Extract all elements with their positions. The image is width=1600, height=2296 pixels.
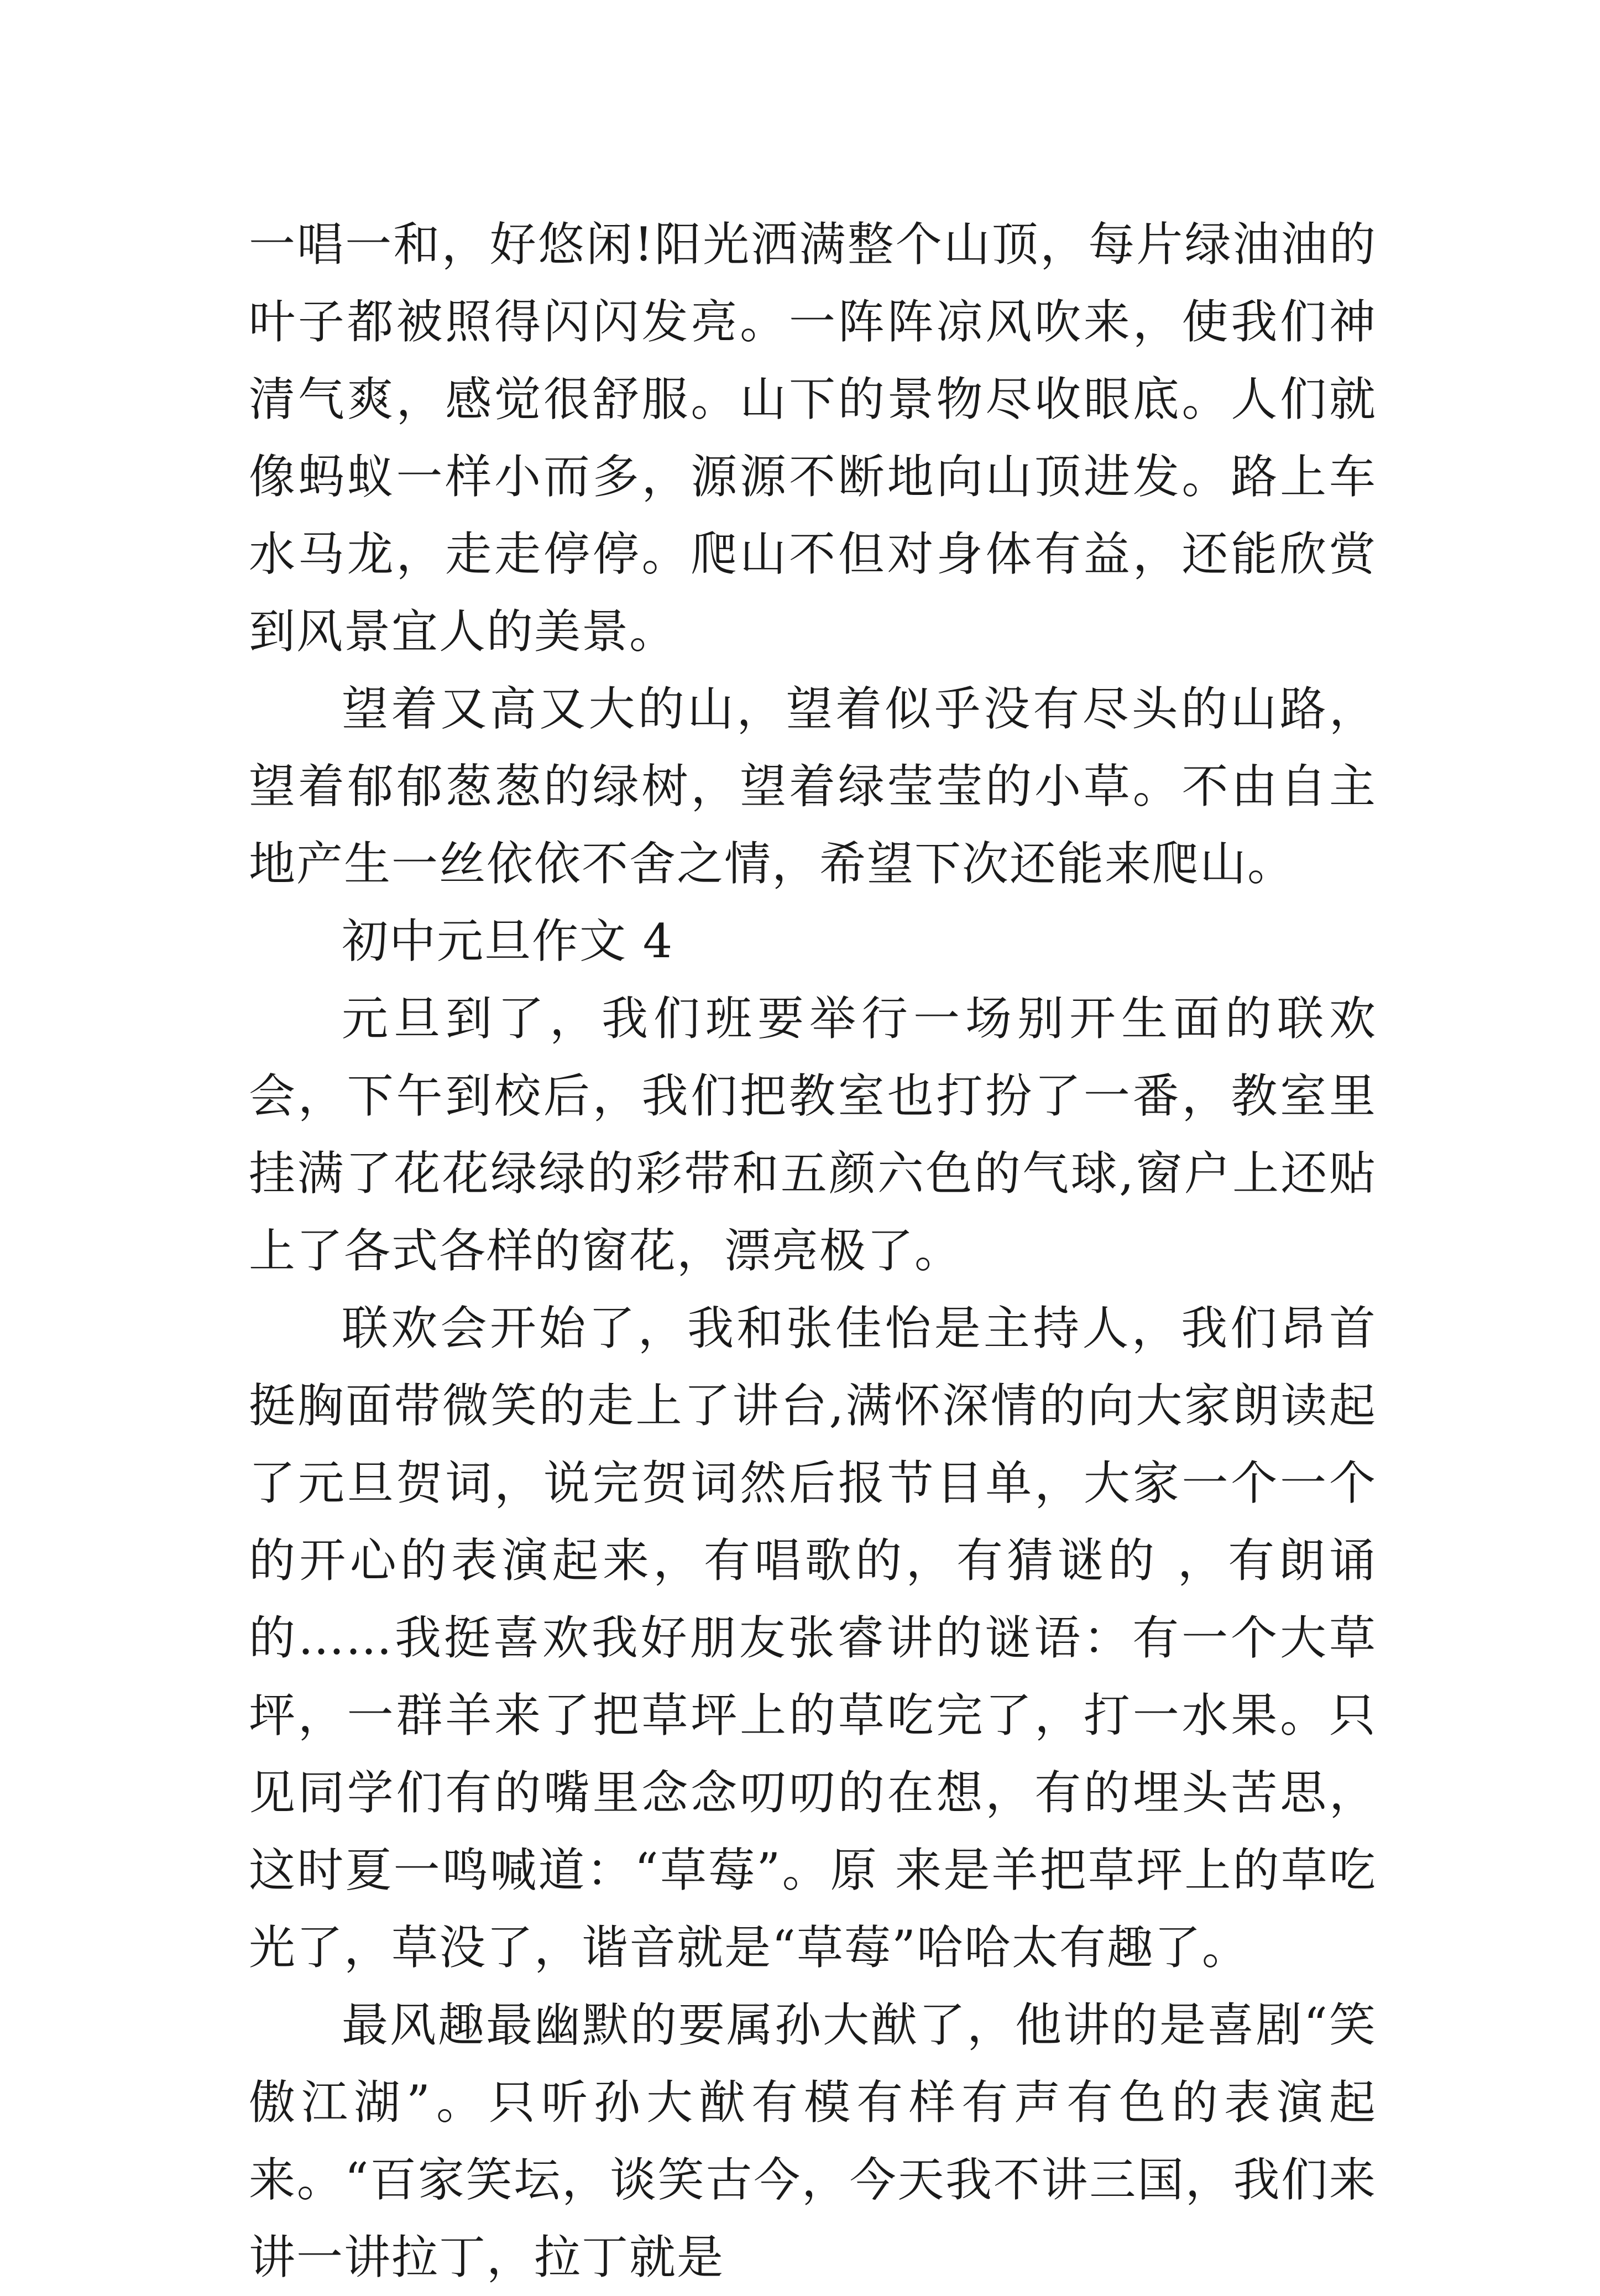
paragraph-party-start: 联欢会开始了，我和张佳怡是主持人，我们昂首挺胸面带微笑的走上了讲台,满怀深情的向大家朗读起了元旦贺词，说完贺词然后报节目单，大家一个一个的开心的表演起来，有唱歌的，有猜谜的 ，有朗诵的……我挺喜欢我好朋友张睿讲的谜语：有一个大草坪，一群羊来了把草坪上的草吃完了，打一水果。只见同学们有的嘴里念念叨叨的在想，有的埋头苦思，这时夏一鸣喊道：“草莓”。原 来是羊把草坪上的草吃光了，草没了，谐音就是“草莓”哈哈太有趣了。 [249,1301,1377,1975]
paragraph-farewell: 望着又高又大的山，望着似乎没有尽头的山路，望着郁郁葱葱的绿树，望着绿莹莹的小草。不由自主地产生一丝依依不舍之情，希望下次还能来爬山。 [249,682,1377,891]
document-page [249,206,1377,2296]
paragraph-comedy: 最风趣最幽默的要属孙大猷了，他讲的是喜剧“笑傲江湖”。只听孙大猷有模有样有声有色的表演起来。“百家笑坛，谈笑古今，今天我不讲三国，我们来讲一讲拉丁，拉丁就是 [249,1998,1377,2284]
essay-heading: 初中元旦作文 4 [342,914,674,968]
paragraph-classroom-decor: 元旦到了，我们班要举行一场别开生面的联欢会，下午到校后，我们把教室也打扮了一番，教室里挂满了花花绿绿的彩带和五颜六色的气球,窗户上还贴上了各式各样的窗花，漂亮极了。 [249,992,1377,1278]
paragraph-mountain-view: 一唱一和，好悠闲!阳光洒满整个山顶，每片绿油油的叶子都被照得闪闪发亮。一阵阵凉风吹来，使我们神清气爽，感觉很舒服。山下的景物尽收眼底。人们就像蚂蚁一样小而多，源源不断地向山顶进发。路上车水马龙，走走停停。爬山不但对身体有益，还能欣赏到风景宜人的美景。 [249,217,1377,659]
